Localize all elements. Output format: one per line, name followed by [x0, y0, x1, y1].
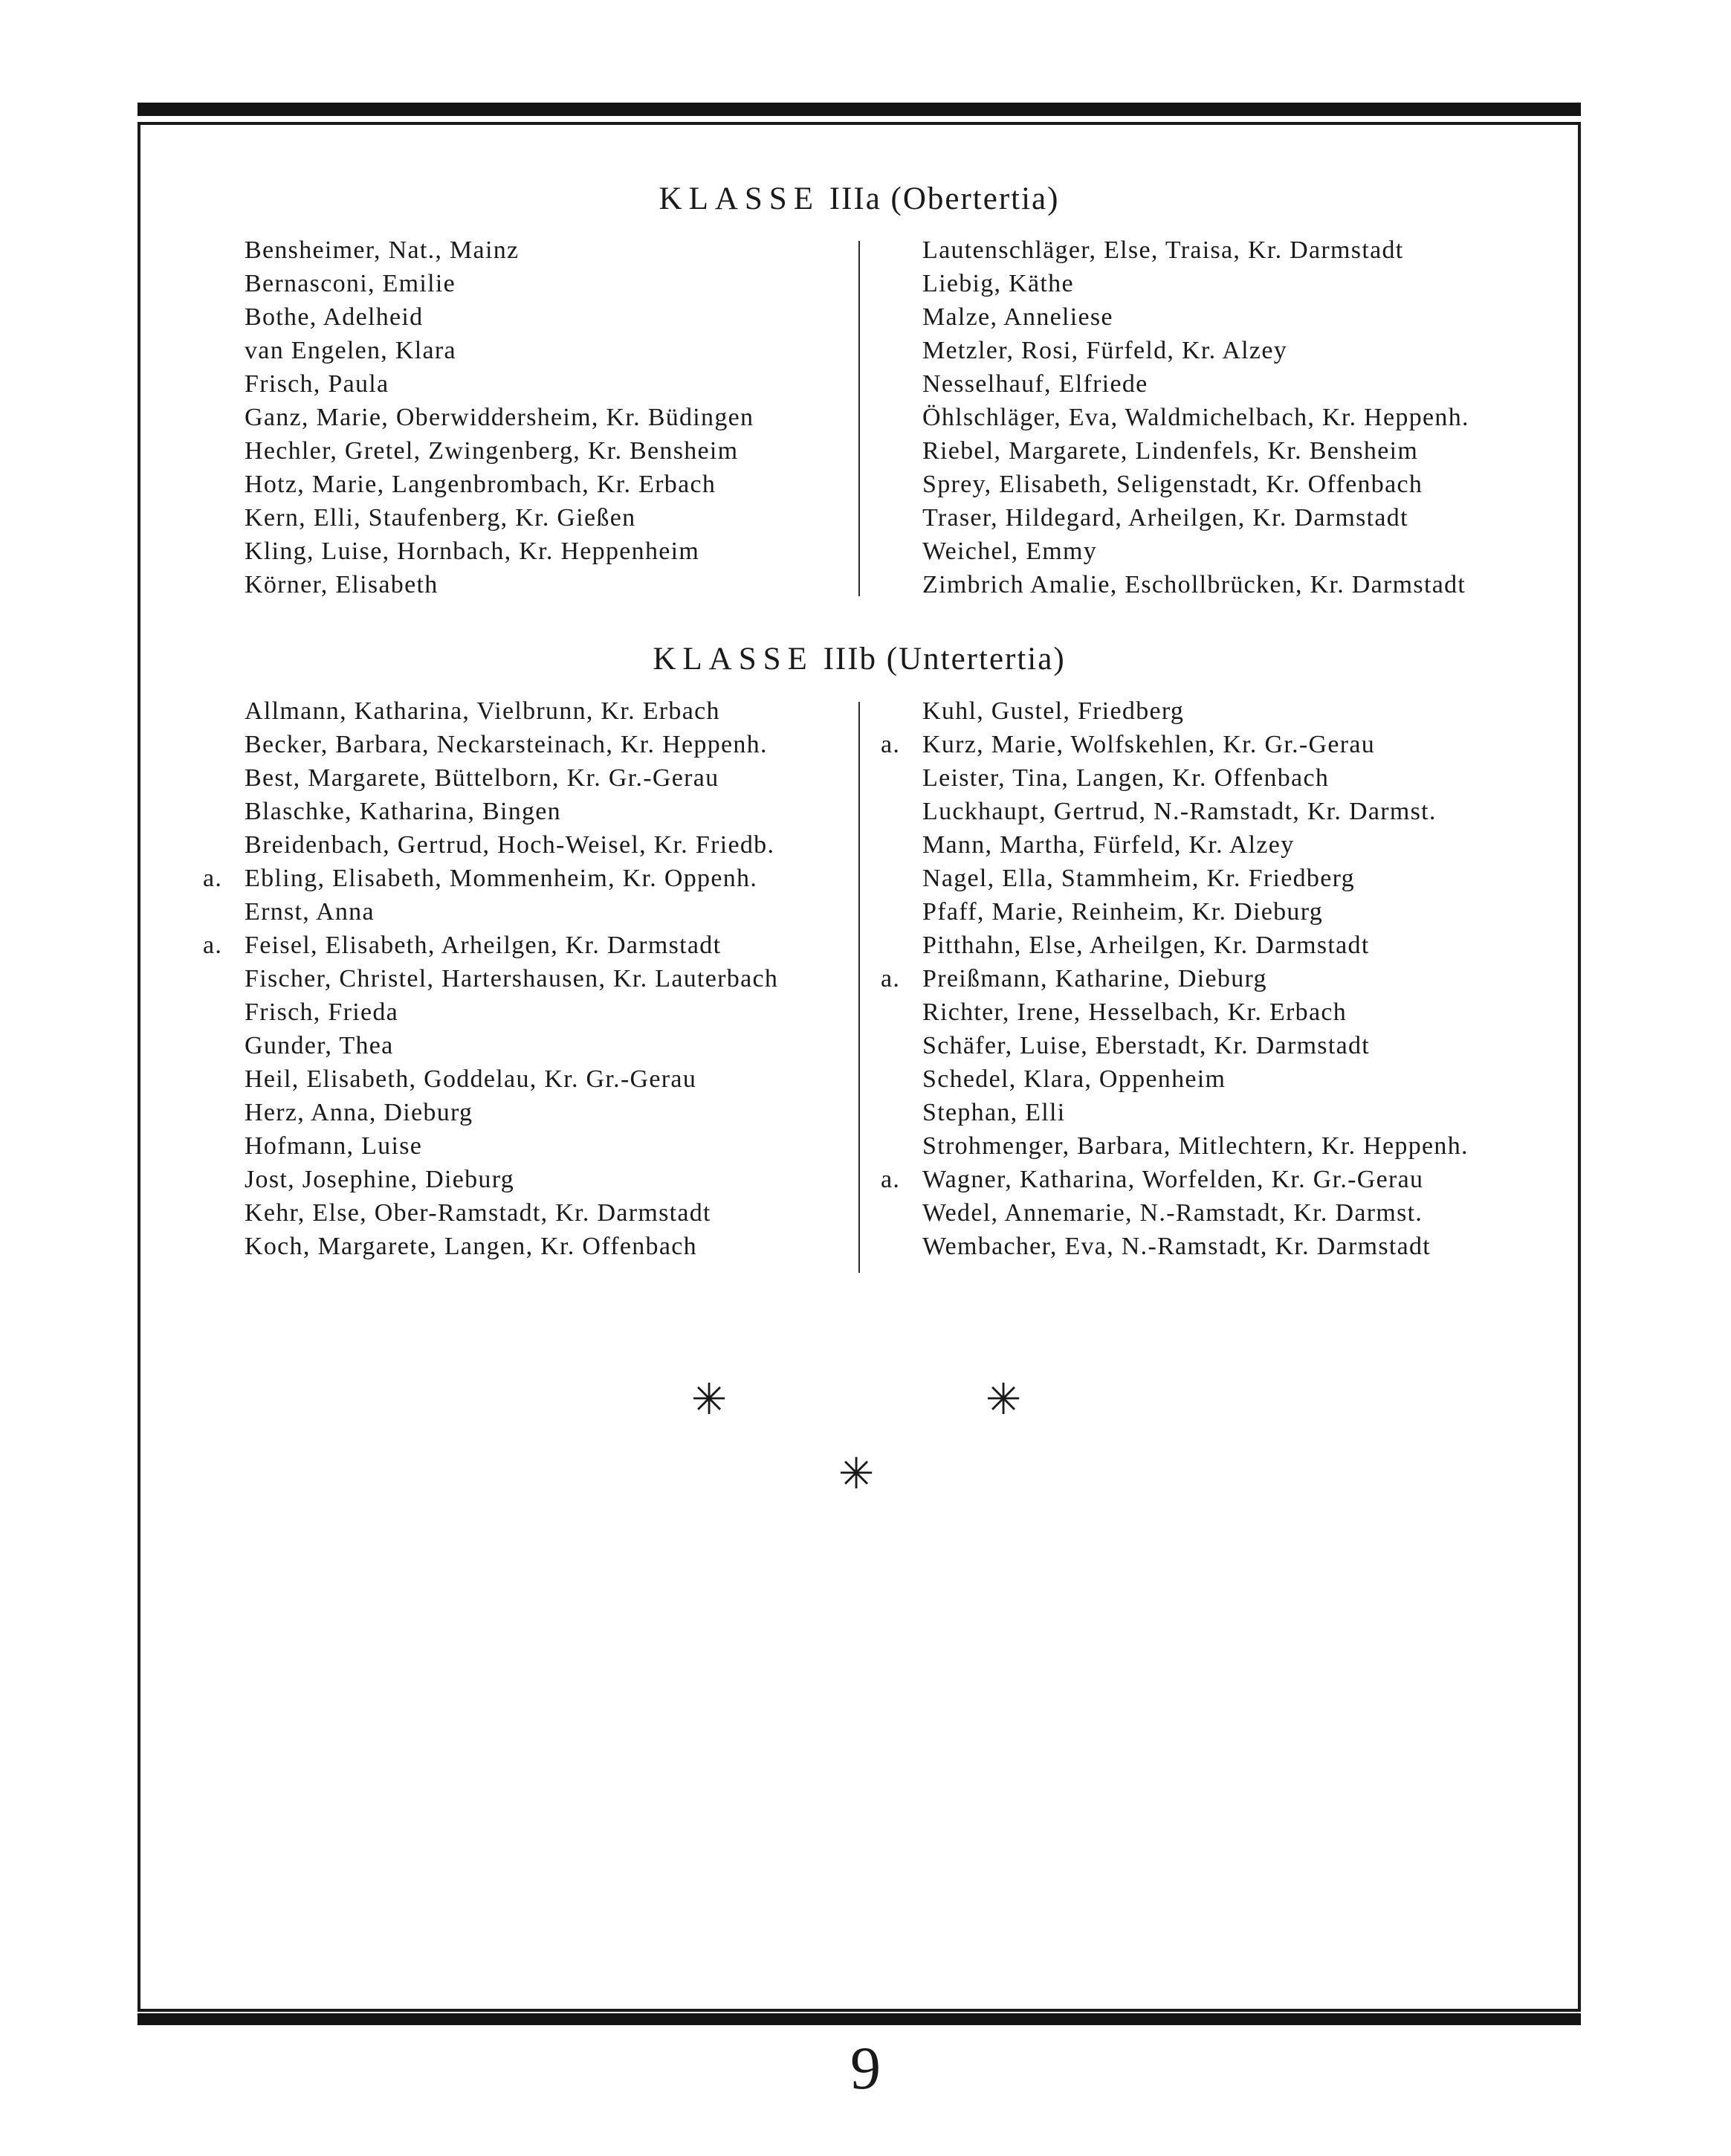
- student-name: Liebig, Käthe: [922, 270, 1074, 297]
- list-item: [245, 267, 754, 300]
- list-item: [245, 1029, 778, 1062]
- student-name: Richter, Irene, Hesselbach, Kr. Erbach: [922, 998, 1347, 1026]
- student-name: Sprey, Elisabeth, Seligenstadt, Kr. Offenbach: [922, 471, 1423, 498]
- student-name: Leister, Tina, Langen, Kr. Offenbach: [922, 764, 1330, 792]
- list-item: [922, 1230, 1469, 1263]
- list-item: [922, 895, 1469, 929]
- student-name: Traser, Hildegard, Arheilgen, Kr. Darmstadt: [922, 504, 1408, 532]
- list-item: [922, 761, 1469, 795]
- list-item: [245, 828, 778, 862]
- student-name: Feisel, Elisabeth, Arheilgen, Kr. Darmstadt: [245, 932, 722, 959]
- list-item: [922, 1196, 1469, 1230]
- list-item: [245, 962, 778, 995]
- list-item: [922, 535, 1469, 568]
- list-item: [245, 434, 754, 468]
- list-item: [245, 761, 778, 795]
- student-name: Pitthahn, Else, Arheilgen, Kr. Darmstadt: [922, 932, 1370, 959]
- column-divider-3b: [858, 702, 860, 1273]
- bottom-rule: [137, 2013, 1581, 2025]
- top-rule: [137, 103, 1581, 116]
- list-item: [245, 728, 778, 761]
- list-item: [245, 233, 754, 267]
- list-item: [922, 434, 1469, 468]
- student-name: Becker, Barbara, Neckarsteinach, Kr. Heppenh.: [245, 731, 768, 758]
- list-item: [922, 929, 1469, 962]
- list-item: [245, 1196, 778, 1230]
- student-name: Lautenschläger, Else, Traisa, Kr. Darmstadt: [922, 236, 1404, 264]
- list-item: [245, 1163, 778, 1196]
- list-item: [881, 728, 1469, 761]
- student-name: Bensheimer, Nat., Mainz: [245, 236, 520, 264]
- student-name: Metzler, Rosi, Fürfeld, Kr. Alzey: [922, 337, 1288, 364]
- asterisk-ornament-icon: ✳: [985, 1375, 1022, 1424]
- class-3b-right-list: [881, 694, 1469, 1263]
- student-name: Ebling, Elisabeth, Mommenheim, Kr. Oppenh.: [245, 865, 758, 892]
- student-name: Kling, Luise, Hornbach, Kr. Heppenheim: [245, 538, 700, 565]
- list-item: [922, 300, 1469, 334]
- class-3b-left-list: [203, 694, 779, 1263]
- list-item: [245, 1129, 778, 1163]
- list-item: [922, 694, 1469, 728]
- student-name: Weichel, Emmy: [922, 538, 1098, 565]
- list-item: [922, 1129, 1469, 1163]
- student-name: Allmann, Katharina, Vielbrunn, Kr. Erbach: [245, 697, 720, 725]
- list-item: [245, 795, 778, 828]
- student-name: Luckhaupt, Gertrud, N.-Ramstadt, Kr. Darmst.: [922, 798, 1437, 825]
- list-item: [245, 300, 754, 334]
- student-name: Ernst, Anna: [245, 898, 375, 926]
- student-name: Stephan, Elli: [922, 1099, 1066, 1126]
- list-item: [922, 795, 1469, 828]
- list-item: [245, 1062, 778, 1096]
- list-item: [245, 1230, 778, 1263]
- student-name: Schäfer, Luise, Eberstadt, Kr. Darmstadt: [922, 1032, 1371, 1059]
- list-item: [922, 995, 1469, 1029]
- student-name: Best, Margarete, Büttelborn, Kr. Gr.-Gerau: [245, 764, 719, 792]
- list-item: [245, 694, 778, 728]
- asterisk-ornament-icon: ✳: [838, 1450, 875, 1498]
- list-item: [922, 1062, 1469, 1096]
- student-name: Fischer, Christel, Hartershausen, Kr. Lauterbach: [245, 965, 779, 993]
- student-name: Wedel, Annemarie, N.-Ramstadt, Kr. Darmst.: [922, 1199, 1423, 1227]
- list-item: [922, 334, 1469, 367]
- list-item: [245, 535, 754, 568]
- alumna-mark: a.: [881, 731, 901, 758]
- student-name: Nagel, Ella, Stammheim, Kr. Friedberg: [922, 865, 1355, 892]
- class-3a-right-list: [922, 233, 1469, 601]
- student-name: Schedel, Klara, Oppenheim: [922, 1065, 1226, 1093]
- student-name: Wagner, Katharina, Worfelden, Kr. Gr.-Gerau: [922, 1166, 1424, 1193]
- column-divider-3a: [858, 241, 860, 596]
- list-item: [245, 367, 754, 401]
- page-frame: [137, 122, 1581, 2012]
- list-item: [245, 501, 754, 535]
- student-name: Riebel, Margarete, Lindenfels, Kr. Bensheim: [922, 437, 1419, 465]
- list-item: [922, 468, 1469, 501]
- section-title-3b: KLASSE IIIb (Untertertia): [653, 642, 1066, 677]
- list-item: [245, 1096, 778, 1129]
- list-item: [881, 962, 1469, 995]
- student-name: Kurz, Marie, Wolfskehlen, Kr. Gr.-Gerau: [922, 731, 1376, 758]
- list-item: [922, 267, 1469, 300]
- class-3a-left-list: [245, 233, 754, 601]
- list-item: [922, 828, 1469, 862]
- student-name: Pfaff, Marie, Reinheim, Kr. Dieburg: [922, 898, 1324, 926]
- student-name: Gunder, Thea: [245, 1032, 394, 1059]
- list-item: [922, 568, 1469, 601]
- student-name: Kehr, Else, Ober-Ramstadt, Kr. Darmstadt: [245, 1199, 711, 1227]
- student-name: van Engelen, Klara: [245, 337, 456, 364]
- student-name: Bernasconi, Emilie: [245, 270, 456, 297]
- list-item: [245, 468, 754, 501]
- student-name: Hechler, Gretel, Zwingenberg, Kr. Bensheim: [245, 437, 739, 465]
- student-name: Zimbrich Amalie, Eschollbrücken, Kr. Darmstadt: [922, 571, 1466, 598]
- list-item: [922, 233, 1469, 267]
- student-name: Strohmenger, Barbara, Mitlechtern, Kr. Heppenh.: [922, 1132, 1469, 1160]
- list-item: [922, 401, 1469, 434]
- student-name: Hotz, Marie, Langenbrombach, Kr. Erbach: [245, 471, 716, 498]
- list-item: [922, 1096, 1469, 1129]
- list-item: [245, 895, 778, 929]
- student-name: Ganz, Marie, Oberwiddersheim, Kr. Büdingen: [245, 404, 754, 431]
- list-item: [245, 568, 754, 601]
- student-name: Malze, Anneliese: [922, 303, 1113, 331]
- list-item: [203, 929, 778, 962]
- student-name: Mann, Martha, Fürfeld, Kr. Alzey: [922, 831, 1295, 859]
- student-name: Kern, Elli, Staufenberg, Kr. Gießen: [245, 504, 636, 532]
- student-name: Blaschke, Katharina, Bingen: [245, 798, 561, 825]
- student-name: Preißmann, Katharine, Dieburg: [922, 965, 1267, 993]
- student-name: Frisch, Frieda: [245, 998, 399, 1026]
- student-name: Herz, Anna, Dieburg: [245, 1099, 473, 1126]
- alumna-mark: a.: [203, 865, 223, 892]
- list-item: [881, 1163, 1469, 1196]
- student-name: Breidenbach, Gertrud, Hoch-Weisel, Kr. Friedb.: [245, 831, 775, 859]
- student-name: Koch, Margarete, Langen, Kr. Offenbach: [245, 1233, 697, 1260]
- alumna-mark: a.: [881, 1166, 901, 1193]
- alumna-mark: a.: [881, 965, 901, 993]
- list-item: [245, 995, 778, 1029]
- list-item: [245, 334, 754, 367]
- page-number: 9: [850, 2034, 881, 2102]
- student-name: Wembacher, Eva, N.-Ramstadt, Kr. Darmstadt: [922, 1233, 1431, 1260]
- student-name: Heil, Elisabeth, Goddelau, Kr. Gr.-Gerau: [245, 1065, 697, 1093]
- list-item: [922, 367, 1469, 401]
- list-item: [203, 862, 778, 895]
- student-name: Jost, Josephine, Dieburg: [245, 1166, 514, 1193]
- asterisk-ornament-icon: ✳: [690, 1375, 728, 1424]
- alumna-mark: a.: [203, 932, 223, 959]
- student-name: Bothe, Adelheid: [245, 303, 424, 331]
- student-name: Hofmann, Luise: [245, 1132, 423, 1160]
- list-item: [245, 401, 754, 434]
- student-name: Frisch, Paula: [245, 370, 389, 398]
- student-name: Körner, Elisabeth: [245, 571, 439, 598]
- list-item: [922, 501, 1469, 535]
- list-item: [922, 1029, 1469, 1062]
- student-name: Öhlschläger, Eva, Waldmichelbach, Kr. Heppenh.: [922, 404, 1469, 431]
- student-name: Kuhl, Gustel, Friedberg: [922, 697, 1185, 725]
- student-name: Nesselhauf, Elfriede: [922, 370, 1148, 398]
- list-item: [922, 862, 1469, 895]
- section-title-3a: KLASSE IIIa (Obertertia): [659, 181, 1060, 216]
